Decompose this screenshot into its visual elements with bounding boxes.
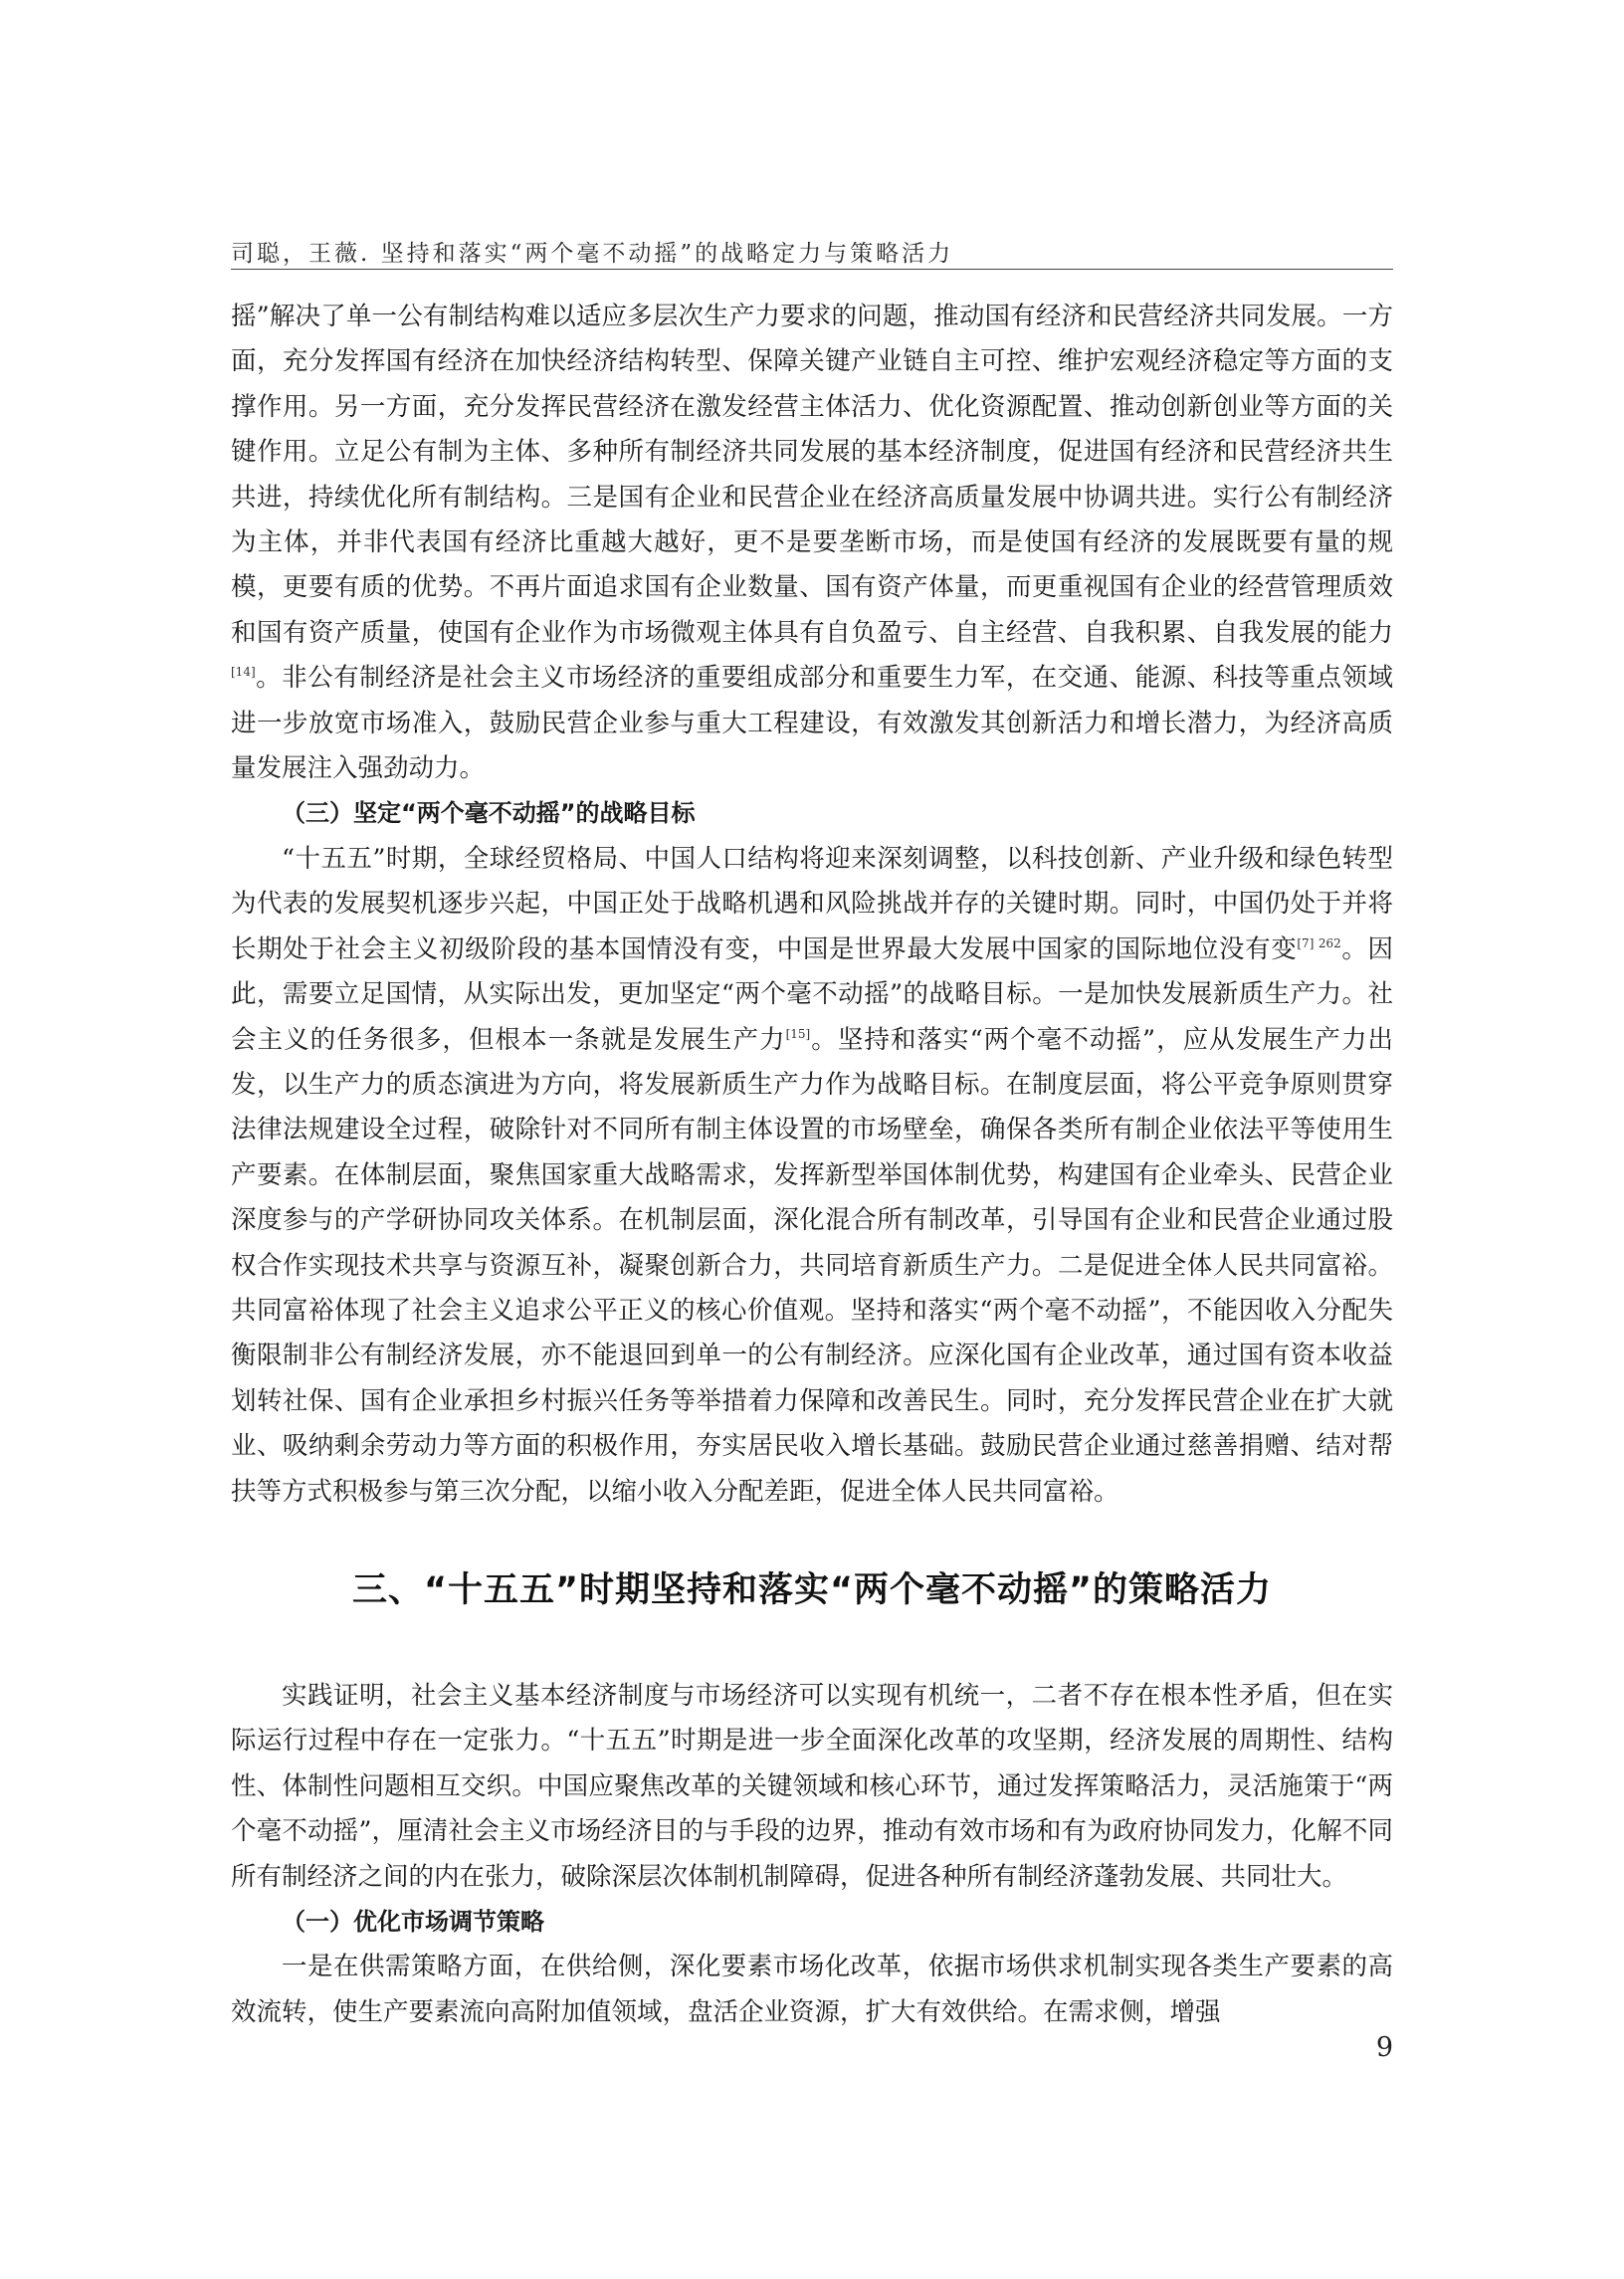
page-number: 9 <box>1375 2032 1393 2063</box>
paragraph-text: 。因此，需要立足国情，从实际出发，更加坚定“两个毫不动摇”的战略目标。一是加快发展新质生产力。社会主义的任务很多，但根本一条就是发展生产力 <box>231 933 1393 1055</box>
paragraph-strategic-goal <box>231 837 1393 1515</box>
paragraph-text: “十五五”时期，全球经贸格局、中国人口结构将迎来深刻调整，以科技创新、产业升级和绿色转型为代表的发展契机逐步兴起，中国正处于战略机遇和风险挑战并存的关键时期。同时，中国仍处于并将长期处于社会主义初级阶段的基本国情没有变，中国是世界最大发展中国家的国际地位没有变 <box>231 843 1393 964</box>
section-title: 三、“十五五”时期坚持和落实“两个毫不动摇”的策略活力 <box>351 1569 1272 1610</box>
citation-7[interactable]: [7] 262 <box>1297 935 1341 950</box>
paragraph-intro: 实践证明，社会主义基本经济制度与市场经济可以实现有机统一，二者不存在根本性矛盾，但在实际运行过程中存在一定张力。“十五五”时期是进一步全面深化改革的攻坚期，经济发展的周期性、结构性、体制性问题相互交织。中国应聚焦改革的关键领域和核心环节，通过发挥策略活力，灵活施策于“两个毫不动摇”，厘清社会主义市场经济目的与手段的边界，推动有效市场和有为政府协同发力，化解不同所有制经济之间的内在张力，破除深层次体制机制障碍，促进各种所有制经济蓬勃发展、共同壮大。 <box>231 1680 1393 1892</box>
subsection-heading-3: （三）坚定“两个毫不动摇”的战略目标 <box>282 799 696 828</box>
citation-14[interactable]: [14] <box>231 665 256 680</box>
paragraph-continued <box>231 295 1393 791</box>
paragraph-text: 。非公有制经济是社会主义市场经济的重要组成部分和重要生力军，在交通、能源、科技等重点领域进一步放宽市场准入，鼓励民营企业参与重大工程建设，有效激发其创新活力和增长潜力，为经济高质量发展注入强劲动力。 <box>231 663 1393 784</box>
paragraph-supply-demand: 一是在供需策略方面，在供给侧，深化要素市场化改革，依据市场供求机制实现各类生产要素的高效流转，使生产要素流向高附加值领域，盘活企业资源，扩大有效供给。在需求侧，增强 <box>231 1952 1393 2027</box>
header-rule <box>231 269 1393 270</box>
paragraph-text: 摇”解决了单一公有制结构难以适应多层次生产力要求的问题，推动国有经济和民营经济共同发展。一方面，充分发挥国有经济在加快经济结构转型、保障关键产业链自主可控、维护宏观经济稳定等方面的支撑作用。另一方面，充分发挥民营经济在激发经营主体活力、优化资源配置、推动创新创业等方面的关键作用。立足公有制为主体、多种所有制经济共同发展的基本经济制度，促进国有经济和民营经济共生共进，持续优化所有制结构。三是国有企业和民营企业在经济高质量发展中协调共进。实行公有制经济为主体，并非代表国有经济比重越大越好，更不是要垄断市场，而是使国有经济的发展既要有量的规模，更要有质的优势。不再片面追求国有企业数量、国有资产体量，而更重视国有企业的经营管理质效和国有资产质量，使国有企业作为市场微观主体具有自负盈亏、自主经营、自我积累、自我发展的能力 <box>231 302 1393 648</box>
paragraph-text: 。坚持和落实“两个毫不动摇”，应从发展生产力出发，以生产力的质态演进为方向，将发展新质生产力作为战略目标。在制度层面，将公平竞争原则贯穿法律法规建设全过程，破除针对不同所有制主体设置的市场壁垒，确保各类所有制企业依法平等使用生产要素。在体制层面，聚焦国家重大战略需求，发挥新型举国体制优势，构建国有企业牵头、民营企业深度参与的产学研协同攻关体系。在机制层面，深化混合所有制改革，引导国有企业和民营企业通过股权合作实现技术共享与资源互补，凝聚创新合力，共同培育新质生产力。二是促进全体人民共同富裕。共同富裕体现了社会主义追求公平正义的核心价值观。坚持和落实“两个毫不动摇”，不能因收入分配失衡限制非公有制经济发展，亦不能退回到单一的公有制经济。应深化国有企业改革，通过国有资本收益划转社保、国有企业承担乡村振兴任务等举措着力保障和改善民生。同时，充分发挥民营企业在扩大就业、吸纳剩余劳动力等方面的积极作用，夯实居民收入增长基础。鼓励民营企业通过慈善捐赠、结对帮扶等方式积极参与第三次分配，以缩小收入分配差距，促进全体人民共同富裕。 <box>231 1024 1393 1507</box>
page-body <box>231 295 1393 2035</box>
running-head: 司聪，王薇. 坚持和落实“两个毫不动摇”的战略定力与策略活力 <box>231 241 954 267</box>
subsection-heading-1: （一）优化市场调节策略 <box>282 1908 544 1936</box>
citation-15[interactable]: [15] <box>785 1026 811 1041</box>
